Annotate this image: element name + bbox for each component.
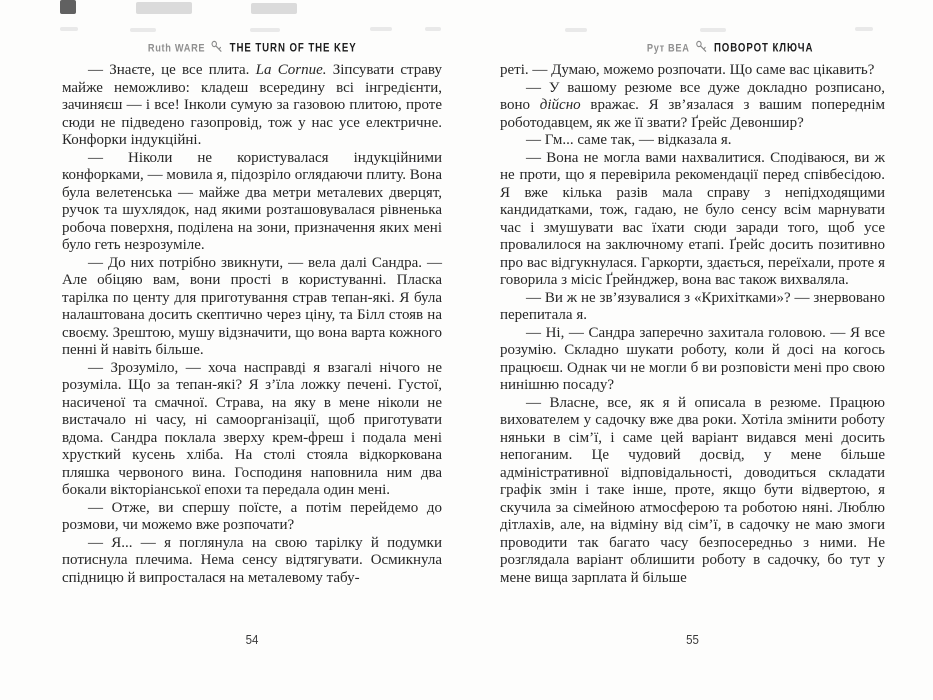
paragraph: — До них потрібно звикнути, — вела далі Сандра. — Але обіцяю вам, вони прості в користуванні. Пласка тарілка по центу для приготування страв тепан-які. Я була налаштована досить скептично через ціну, та Білл стояв на своєму. Зрештою, мушу відзначити, що вона варта кожного пенні й навіть більше. [62, 254, 442, 358]
page-number-right: 55 [686, 633, 699, 647]
paragraph: реті. — Думаю, можемо розпочати. Що саме вас цікавить? [500, 62, 875, 78]
author-name: Ruth WARE [147, 42, 205, 55]
running-head-left [62, 39, 442, 57]
page-left [62, 0, 442, 700]
running-head-right [538, 39, 923, 57]
page-number-left: 54 [245, 633, 259, 647]
page-right-text [500, 62, 885, 587]
paragraph: — Вона не могла вами нахвалитися. Сподіваюся, ви ж не проти, що я перевірила рекомендації перед співбесідою. Я вже кілька разів мала справу з непідходящими кандидатками, тож, гадаю, не було сенсу всім марнувати час і змушувати вас їхати сюди заради того, щоб усе провалилося на заключному етапі. Ґрейс досить позитивно про вас відгукнулася. Гаркорти, здається, переїхали, проте я говорила з місіс Ґрейнджер, вона вас також вихваляла. [500, 149, 885, 288]
key-icon [696, 39, 709, 57]
paragraph: — Отже, ви спершу поїсте, а потім перейдемо до розмови, чи можемо вже розпочати? [62, 499, 442, 533]
paragraph: — Знаєте, це все плита. La Cornue. Зіпсувати страву майже неможливо: кладеш всередину всі інгредієнти, зачиняєш — і все! Інколи сумую за газовою плитою, проте сюди не підведено газопровід, тож у нас усе електричне. Конфорки індукційні. [62, 62, 443, 148]
page-left-text [62, 62, 442, 587]
paragraph: — У вашому резюме все дуже докладно розписано, воно дійсно вражає. Я зв’язалася з вашим попереднім роботодавцем, як же її звати? Ґрейс Девоншир? [500, 79, 885, 131]
author-name: Рут ВЕА [647, 42, 690, 55]
page-right [500, 0, 885, 700]
paragraph: — Я... — я поглянула на свою тарілку й подумки потиснула плечима. Нема сенсу відтягувати. Осмикнула спідницю й випросталася на металевому табу- [62, 534, 442, 586]
paragraph: — Ні, — Сандра заперечно захитала головою. — Я все розумію. Складно шукати роботу, коли й досі на когось працюєш. Однак чи не могли б ви розповісти мені про свою нинішню посаду? [500, 324, 885, 393]
paragraph: — Власне, все, як я й описала в резюме. Працюю вихователем у садочку вже два роки. Хотіла змінити роботу няньки в сім’ї, і саме цей варіант видався мені досить непоганим. Це чудовий досвід, у мене більше адміністративної відповідальності, доводиться складати графік змін і таке інше, проте, якщо бути відвертою, я скучила за сімейною атмосферою та роботою няні. Люблю дітлахів, але, на відміну від сім’ї, в садочку не маю змоги проводити так багато часу безпосередньо з ними. Не розглядала варіант облишити роботу в садочку, бо тут у мене вища зарплата й більше [500, 394, 885, 586]
book-title: THE TURN OF THE KEY [229, 42, 357, 55]
key-icon [211, 39, 224, 57]
paragraph: — Ви ж не зв’язувалися з «Крихітками»? — знервовано перепитала я. [500, 289, 885, 323]
paragraph: — Зрозуміло, — хоча насправді я взагалі нічого не розуміла. Що за тепан-які? Я з’їла ложку печені. Густої, насиченої та смачної. Страва, на яку в мене ніколи не вистачало ні часу, ні самоорганізації, щоб приготувати вдома. Сандра поклала зверху крем-фреш і подала мені хрусткий кусень хліба. На столі стояла відкоркована пляшка червоного вина. Господиня наповнила ним два бокали вікторіанської епохи та передала один мені. [62, 359, 442, 498]
book-title: ПОВОРОТ КЛЮЧА [714, 42, 814, 55]
paragraph: — Ніколи не користувалася індукційними конфорками, — мовила я, підозріло оглядаючи плиту. Вона була велетенська — майже два метри металевих дверцят, ручок та шухлядок, над якими розташовувалася рівненька робоча поверхня, поділена на зони, призначення яких мені було геть незрозуміле. [62, 149, 442, 253]
paragraph: — Гм... саме так, — відказала я. [526, 132, 732, 148]
